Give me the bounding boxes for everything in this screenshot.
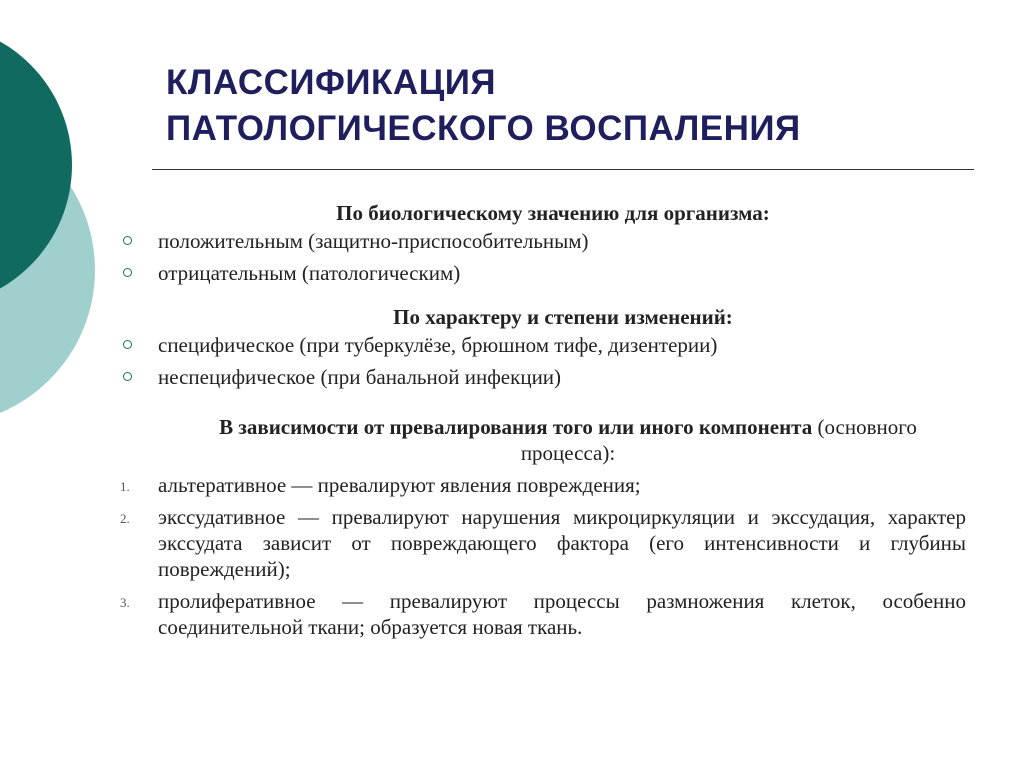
title-divider [152,169,974,170]
circle-bullet-icon [123,236,132,245]
list-item-text: неспецифическое (при банальной инфекции) [158,365,562,389]
list-item [120,588,966,640]
heading-bold-part: В зависимости от превалирования того или иного компонента [219,415,813,439]
slide-content [120,200,966,646]
section-heading-character: По характеру и степени изменений: [393,305,733,329]
list-number: 1. [120,479,130,494]
list-component [120,472,966,640]
circle-bullet-icon [123,340,132,349]
list-number: 2. [120,511,130,526]
slide-title [166,60,801,152]
title-line-1: КЛАССИФИКАЦИЯ [166,63,497,102]
list-item-text: экссудативное — превалируют нарушения микроциркуляции и экссудация, характер экссудата зависит от повреждающего фактора (его интенсивности и глубины повреждений); [158,505,966,581]
list-item-text: специфическое (при туберкулёзе, брюшном тифе, дизентерии) [158,333,718,357]
title-line-2: ПАТОЛОГИЧЕСКОГО ВОСПАЛЕНИЯ [166,109,801,148]
list-item [120,364,966,390]
list-number: 3. [120,595,130,610]
list-biological [120,228,966,286]
list-item [120,504,966,582]
list-item-text: альтеративное — превалируют явления повреждения; [158,473,641,497]
list-item-text: пролиферативное — превалируют процессы размножения клеток, особенно соединительной ткани; образуется новая ткань. [158,589,966,639]
decorative-circles [0,0,110,420]
list-item [120,332,966,358]
section-heading-component [120,414,966,466]
list-item [120,260,966,286]
list-item [120,228,966,254]
circle-bullet-icon [123,372,132,381]
list-item-text: отрицательным (патологическим) [158,261,461,285]
heading-normal-part: (основного процесса): [520,415,917,465]
list-character [120,332,966,390]
list-item [120,472,966,498]
section-heading-biological: По биологическому значению для организма: [336,201,770,225]
circle-bullet-icon [123,268,132,277]
list-item-text: положительным (защитно-приспособительным) [158,229,589,253]
